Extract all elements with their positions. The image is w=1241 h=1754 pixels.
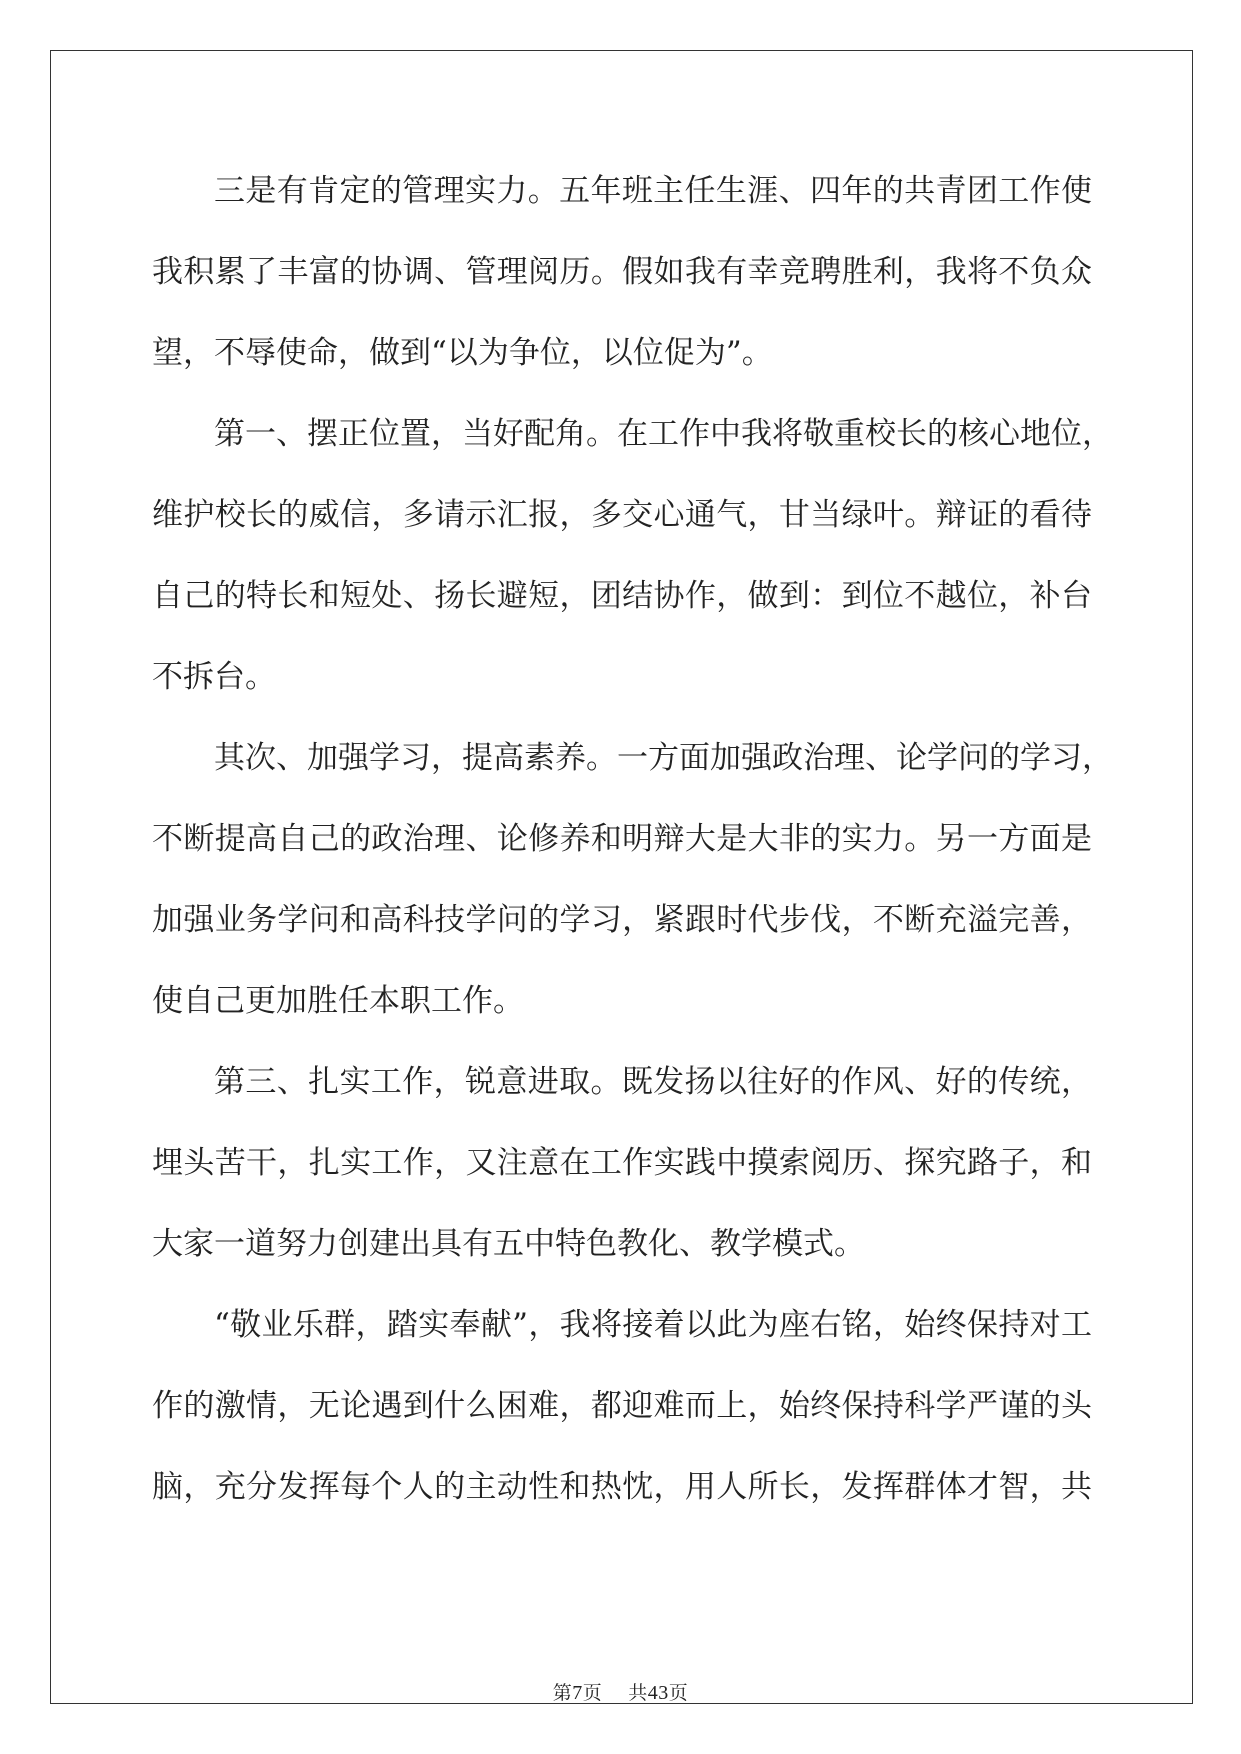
- text-line: 使自己更加胜任本职工作。: [152, 983, 524, 1019]
- text-line: 望，不辱使命，做到“以为争位，以位促为”。: [152, 335, 773, 371]
- document-body: [152, 156, 1113, 1533]
- text-line: 埋头苦干，扎实工作，又注意在工作实践中摸索阅历、探究路子，和: [152, 1145, 1092, 1181]
- text-line: 作的激情，无论遇到什么困难，都迎难而上，始终保持科学严谨的头: [152, 1388, 1092, 1424]
- text-line: 不断提高自己的政治理、论修养和明辩大是大非的实力。另一方面是: [152, 821, 1092, 857]
- total-pages: 43: [647, 1682, 669, 1704]
- page-footer: [0, 1678, 1241, 1705]
- page-prefix: 第: [552, 1682, 573, 1704]
- page-suffix: 页: [582, 1682, 603, 1704]
- text-line: 大家一道努力创建出具有五中特色教化、教学模式。: [152, 1226, 865, 1262]
- page-number: 7: [572, 1682, 583, 1704]
- text-line: “敬业乐群，踏实奉献”，我将接着以此为座右铭，始终保持对工: [214, 1307, 1092, 1343]
- text-line: 维护校长的威信，多请示汇报，多交心通气，甘当绿叶。辩证的看待: [152, 497, 1092, 533]
- text-line: 我积累了丰富的协调、管理阅历。假如我有幸竞聘胜利，我将不负众: [152, 254, 1092, 290]
- text-line: 加强业务学问和高科技学问的学习，紧跟时代步伐，不断充溢完善，: [152, 902, 1092, 938]
- text-line: 脑，充分发挥每个人的主动性和热忱，用人所长，发挥群体才智，共: [152, 1469, 1092, 1505]
- text-line: 不拆台。: [152, 659, 276, 695]
- text-line: 三是有肯定的管理实力。五年班主任生涯、四年的共青团工作使: [214, 173, 1092, 209]
- text-line: 第一、摆正位置，当好配角。在工作中我将敬重校长的核心地位，: [214, 416, 1113, 452]
- text-line: 自己的特长和短处、扬长避短，团结协作，做到：到位不越位，补台: [152, 578, 1092, 614]
- total-prefix: 共: [628, 1682, 648, 1704]
- total-suffix: 页: [668, 1682, 689, 1704]
- text-line: 第三、扎实工作，锐意进取。既发扬以往好的作风、好的传统，: [214, 1064, 1092, 1100]
- text-line: 其次、加强学习，提高素养。一方面加强政治理、论学问的学习，: [214, 740, 1113, 776]
